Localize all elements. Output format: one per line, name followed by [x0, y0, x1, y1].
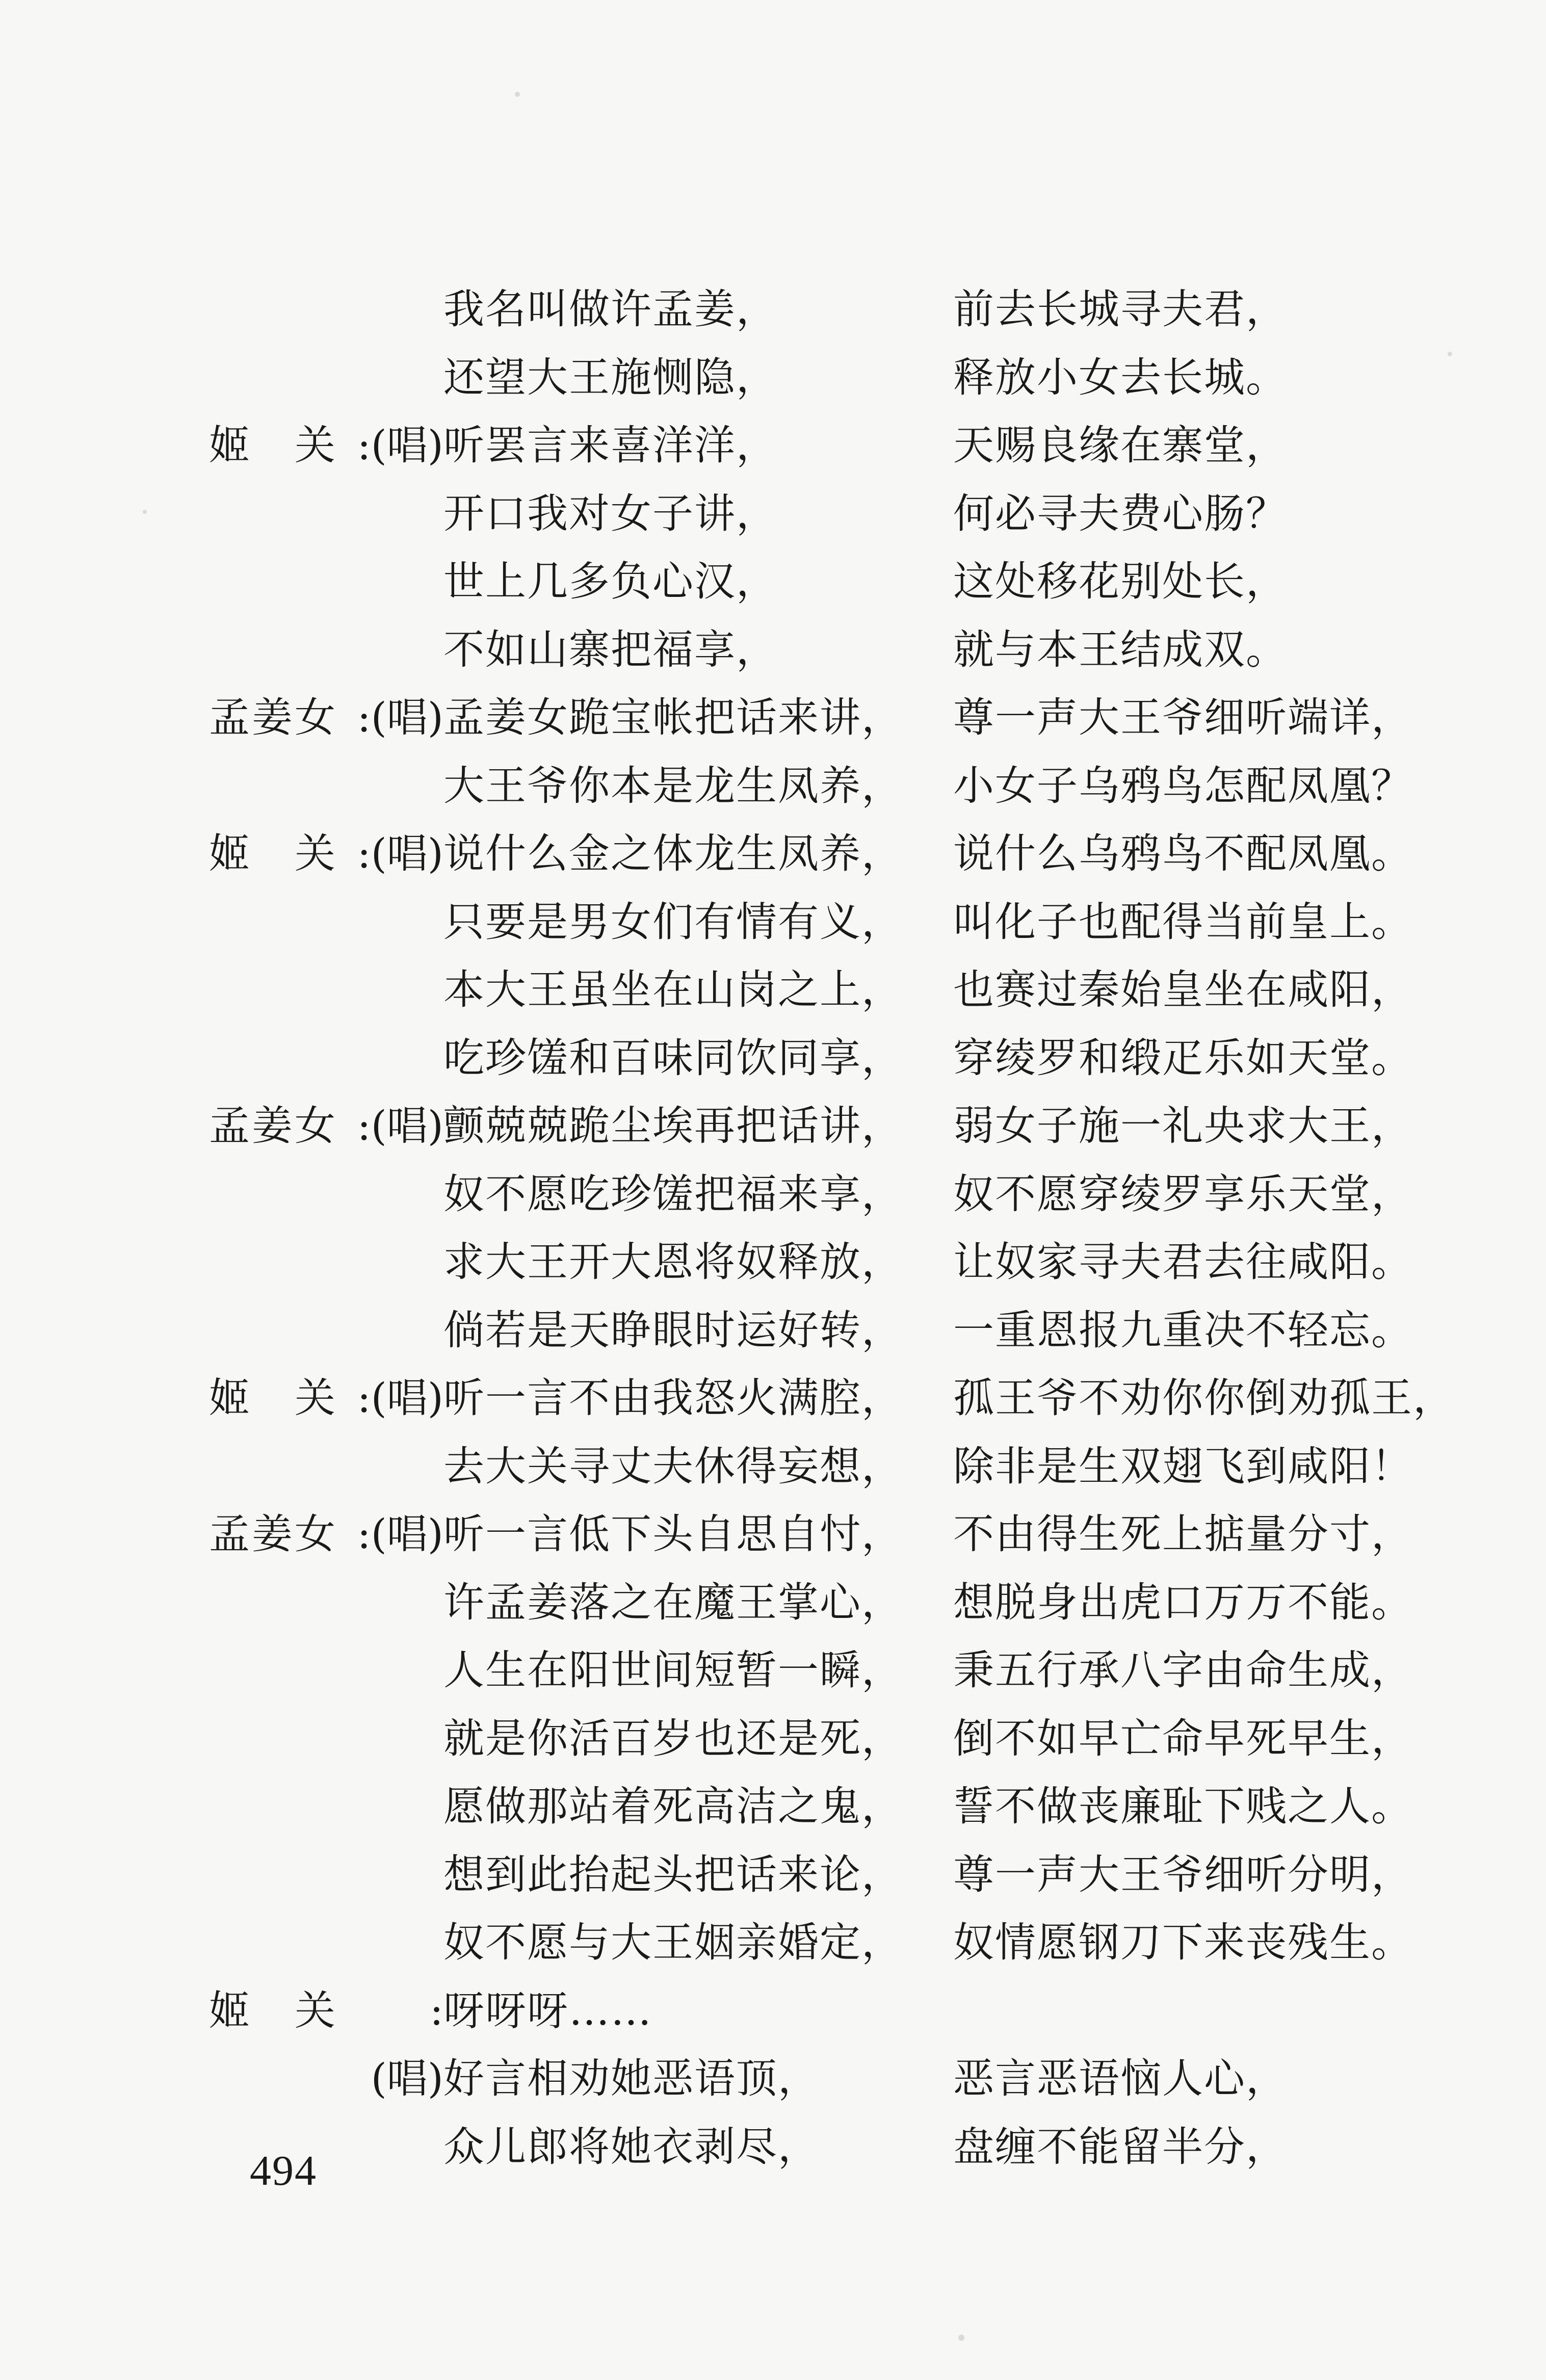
- stage-cue: (唱): [371, 2055, 443, 2102]
- verse-second-half: 小女子乌鸦鸟怎配凤凰？: [953, 762, 1413, 809]
- verse-first-half: 我名叫做许孟姜，: [443, 285, 778, 333]
- verse-line: [0, 275, 1546, 344]
- verse-second-half: 一重恩报九重决不轻忘。: [953, 1306, 1413, 1354]
- verse-line: [0, 752, 1546, 820]
- verse-line: [0, 1636, 1546, 1705]
- verse-second-half: 就与本王结成双。: [953, 625, 1288, 673]
- verse-first-half: 不如山寨把福享，: [443, 625, 778, 673]
- verse-second-half: 想脱身出虎口万万不能。: [953, 1578, 1413, 1626]
- verse-first-half: 求大王开大恩将奴释放，: [443, 1238, 903, 1286]
- speaker-name: 姬 关: [209, 1986, 337, 2034]
- verse-line: [0, 547, 1546, 616]
- verse-second-half: 穿绫罗和缎疋乐如天堂。: [953, 1034, 1413, 1082]
- verse-line: [0, 1908, 1546, 1977]
- verse-second-half: 也赛过秦始皇坐在咸阳，: [953, 966, 1413, 1013]
- verse-first-half: 众儿郎将她衣剥尽，: [443, 2123, 820, 2170]
- page-number: 494: [250, 2147, 317, 2194]
- verse-second-half: 倒不如早亡命早死早生，: [953, 1714, 1413, 1762]
- stage-cue: :(唱): [357, 1374, 443, 1422]
- verse-line: [0, 411, 1546, 480]
- verse-first-half: 开口我对女子讲，: [443, 489, 778, 537]
- verse-first-half: 想到此抬起头把话来论，: [443, 1850, 903, 1898]
- verse-line: [0, 1772, 1546, 1841]
- verse-second-half: 弱女子施一礼央求大王，: [953, 1102, 1413, 1149]
- verse-line: [0, 1500, 1546, 1568]
- verse-first-half: 愿做那站着死高洁之鬼，: [443, 1783, 903, 1830]
- verse-second-half: 不由得生死上掂量分寸，: [953, 1510, 1413, 1558]
- verse-line: [0, 1364, 1546, 1432]
- verse-second-half: 除非是生双翅飞到咸阳！: [953, 1442, 1413, 1490]
- verse-line: [0, 1568, 1546, 1637]
- speaker-name: 孟姜女: [209, 1510, 337, 1558]
- verse-first-half: 许孟姜落之在魔王掌心，: [443, 1578, 903, 1626]
- verse-line: [0, 820, 1546, 888]
- verse-first-half: 颤兢兢跪尘埃再把话讲，: [443, 1102, 903, 1149]
- speaker-name: 孟姜女: [209, 694, 337, 741]
- stage-cue: :(唱): [357, 422, 443, 469]
- verse-first-half: 世上几多负心汉，: [443, 558, 778, 605]
- verse-second-half: 尊一声大王爷细听分明，: [953, 1850, 1413, 1898]
- verse-line: [0, 1705, 1546, 1773]
- verse-first-half: 奴不愿与大王姻亲婚定，: [443, 1919, 903, 1966]
- verse-first-half: 听一言低下头自思自忖，: [443, 1510, 903, 1558]
- verse-second-half: 奴情愿钢刀下来丧残生。: [953, 1919, 1413, 1966]
- verse-line: [0, 2113, 1546, 2181]
- stage-cue: :(唱): [357, 830, 443, 877]
- verse-first-half: 听罢言来喜洋洋，: [443, 422, 778, 469]
- verse-first-half: 吃珍馐和百味同饮同享，: [443, 1034, 903, 1082]
- verse-line: [0, 1296, 1546, 1365]
- script-lines: [0, 275, 1546, 2181]
- verse-second-half: 孤王爷不劝你你倒劝孤王，: [953, 1374, 1455, 1422]
- stage-cue: :(唱): [357, 1510, 443, 1558]
- verse-line: [0, 888, 1546, 956]
- verse-second-half: 天赐良缘在寨堂，: [953, 422, 1288, 469]
- speaker-name: 姬 关: [209, 1374, 337, 1422]
- verse-line: [0, 956, 1546, 1024]
- verse-line: [0, 1432, 1546, 1501]
- verse-line: [0, 344, 1546, 412]
- verse-first-half: 还望大王施恻隐，: [443, 353, 778, 401]
- verse-first-half: 大王爷你本是龙生凤养，: [443, 762, 903, 809]
- verse-first-half: 好言相劝她恶语顶，: [443, 2055, 820, 2102]
- verse-second-half: 叫化子也配得当前皇上。: [953, 898, 1413, 946]
- scan-speck: [958, 2335, 964, 2341]
- stage-cue: :(唱): [357, 694, 443, 741]
- verse-line: [0, 480, 1546, 548]
- verse-first-half: 人生在阳世间短暂一瞬，: [443, 1646, 903, 1694]
- verse-second-half: 誓不做丧廉耻下贱之人。: [953, 1783, 1413, 1830]
- scan-speck: [143, 510, 147, 514]
- verse-second-half: 释放小女去长城。: [953, 353, 1288, 401]
- verse-second-half: 尊一声大王爷细听端详，: [953, 694, 1413, 741]
- verse-first-half: 孟姜女跪宝帐把话来讲，: [443, 694, 903, 741]
- verse-line: [0, 1092, 1546, 1160]
- stage-cue: :(唱): [357, 1102, 443, 1149]
- verse-line: [0, 684, 1546, 752]
- verse-first-half: 只要是男女们有情有义，: [443, 898, 903, 946]
- scan-speck: [515, 92, 520, 97]
- verse-first-half: 本大王虽坐在山岗之上，: [443, 966, 903, 1013]
- stage-cue: :: [430, 1986, 443, 2034]
- verse-first-half: 倘若是天睁眼时运好转，: [443, 1306, 903, 1354]
- verse-first-half: 说什么金之体龙生凤养，: [443, 830, 903, 877]
- speaker-name: 姬 关: [209, 830, 337, 877]
- verse-second-half: 这处移花别处长，: [953, 558, 1288, 605]
- verse-first-half: 就是你活百岁也还是死，: [443, 1714, 903, 1762]
- verse-second-half: 奴不愿穿绫罗享乐天堂，: [953, 1170, 1413, 1218]
- verse-second-half: 何必寻夫费心肠？: [953, 489, 1288, 537]
- verse-second-half: 让奴家寻夫君去往咸阳。: [953, 1238, 1413, 1286]
- verse-first-half: 听一言不由我怒火满腔，: [443, 1374, 903, 1422]
- verse-line: [0, 1160, 1546, 1228]
- verse-second-half: 恶言恶语恼人心，: [953, 2055, 1288, 2102]
- verse-line: [0, 1841, 1546, 1909]
- verse-first-half: 去大关寻丈夫休得妄想，: [443, 1442, 903, 1490]
- verse-second-half: 前去长城寻夫君，: [953, 285, 1288, 333]
- scan-speck: [1448, 352, 1452, 356]
- verse-line: [0, 1024, 1546, 1092]
- verse-line: [0, 616, 1546, 684]
- speaker-name: 孟姜女: [209, 1102, 337, 1149]
- verse-second-half: 说什么乌鸦鸟不配凤凰。: [953, 830, 1413, 877]
- verse-line: [0, 2045, 1546, 2113]
- verse-second-half: 盘缠不能留半分，: [953, 2123, 1288, 2170]
- verse-line: [0, 1228, 1546, 1296]
- verse-first-half: 奴不愿吃珍馐把福来享，: [443, 1170, 903, 1218]
- speaker-name: 姬 关: [209, 422, 337, 469]
- verse-second-half: 秉五行承八字由命生成，: [953, 1646, 1413, 1694]
- spoken-line: 呀呀呀……: [443, 1986, 652, 2034]
- verse-line: [0, 1977, 1546, 2045]
